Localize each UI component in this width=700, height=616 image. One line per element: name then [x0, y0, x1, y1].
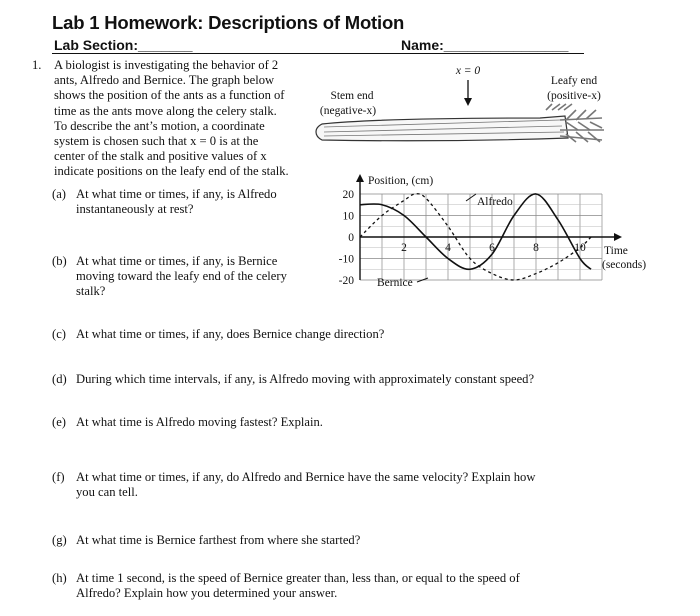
header-divider [52, 53, 584, 54]
intro-line: center of the stalk and positive values of x [54, 149, 267, 164]
celery-stalk [316, 116, 568, 141]
name-field: Name:________________ [401, 37, 569, 53]
question-line: At what time is Bernice farthest from where she started? [76, 533, 361, 547]
problem-number: 1. [32, 58, 42, 72]
y-tick-label: 0 [348, 232, 354, 244]
question-line: Alfredo? Explain how you determined your answer. [76, 586, 338, 601]
x-axis-subtitle: (seconds) [602, 259, 647, 271]
series-alfredo [360, 194, 591, 269]
x-axis-arrow [614, 233, 622, 241]
legend-bernice [377, 277, 428, 289]
question-c [52, 327, 385, 342]
legend-bernice-label: Bernice [377, 277, 413, 289]
question-label: (a) [52, 187, 66, 201]
question-line: During which time intervals, if any, is Alfredo moving with approximately constant speed? [76, 372, 535, 386]
intro-line: time as the ants move along the celery stalk. [54, 103, 277, 118]
question-h [52, 571, 520, 601]
y-tick-label: -20 [338, 275, 354, 287]
question-label: (e) [52, 415, 66, 429]
celery-stalk-figure [310, 60, 610, 160]
leafy-end-label: Leafy end [550, 75, 598, 87]
chart-axes [356, 174, 622, 280]
leafy-end-sublabel: (positive-x) [547, 90, 601, 102]
question-label: (c) [52, 327, 66, 341]
question-g [52, 533, 361, 548]
x-axis-title: Time [604, 245, 628, 257]
question-line: stalk? [76, 284, 106, 299]
question-e [52, 415, 323, 430]
question-label: (b) [52, 254, 67, 268]
intro-line: shows the position of the ants as a function of [54, 88, 285, 103]
stem-end-label: Stem end [330, 90, 374, 102]
question-line: At what time or times, if any, is Alfredo [76, 187, 277, 201]
question-f [52, 470, 536, 500]
question-d [52, 372, 535, 387]
question-label: (h) [52, 571, 67, 585]
legend-alfredo-label: Alfredo [477, 196, 513, 208]
intro-line: A biologist is investigating the behavior of 2 [54, 58, 279, 72]
legend-alfredo [466, 194, 513, 208]
problem-intro [54, 58, 289, 180]
y-tick-label: -10 [338, 253, 354, 266]
question-b [52, 254, 287, 299]
x-tick-label: 2 [401, 242, 407, 254]
question-line: instantaneously at rest? [76, 202, 194, 217]
question-label: (g) [52, 533, 67, 547]
x-tick-label: 10 [574, 242, 586, 254]
y-tick-label: 10 [342, 210, 354, 223]
question-line: At what time is Alfredo moving fastest? Explain. [76, 415, 323, 429]
y-tick-label: 20 [342, 189, 354, 201]
stem-end-sublabel: (negative-x) [319, 105, 377, 117]
intro-line: system is chosen such that x = 0 is at the [54, 134, 259, 149]
intro-line: To describe the ant’s motion, a coordinate [54, 118, 265, 133]
x-tick-label: 4 [445, 242, 451, 254]
question-label: (d) [52, 372, 67, 386]
question-line: At what time or times, if any, does Bernice change direction? [76, 327, 385, 341]
x-tick-label: 6 [489, 242, 495, 254]
question-a [52, 187, 277, 217]
question-line: At time 1 second, is the speed of Bernice greater than, less than, or equal to the speed of [76, 571, 520, 585]
origin-arrow-head [464, 98, 472, 106]
intro-line: indicate positions on the leafy end of the stalk. [54, 164, 289, 179]
question-line: At what time or times, if any, is Bernice [76, 254, 278, 268]
lab-section-field: Lab Section:_______ [54, 37, 193, 53]
x-tick-label: 8 [533, 242, 539, 254]
origin-label: x = 0 [455, 65, 481, 77]
page-title: Lab 1 Homework: Descriptions of Motion [52, 12, 405, 33]
question-line: At what time or times, if any, do Alfredo and Bernice have the same velocity? Explain how [76, 470, 536, 484]
y-axis-title: Position, (cm) [368, 175, 434, 187]
question-line: you can tell. [76, 485, 138, 500]
intro-line: ants, Alfredo and Bernice. The graph below [54, 73, 275, 88]
y-axis-arrow [356, 174, 364, 182]
question-label: (f) [52, 470, 65, 484]
position-time-chart [328, 170, 668, 298]
question-line: moving toward the leafy end of the celery [76, 269, 287, 284]
